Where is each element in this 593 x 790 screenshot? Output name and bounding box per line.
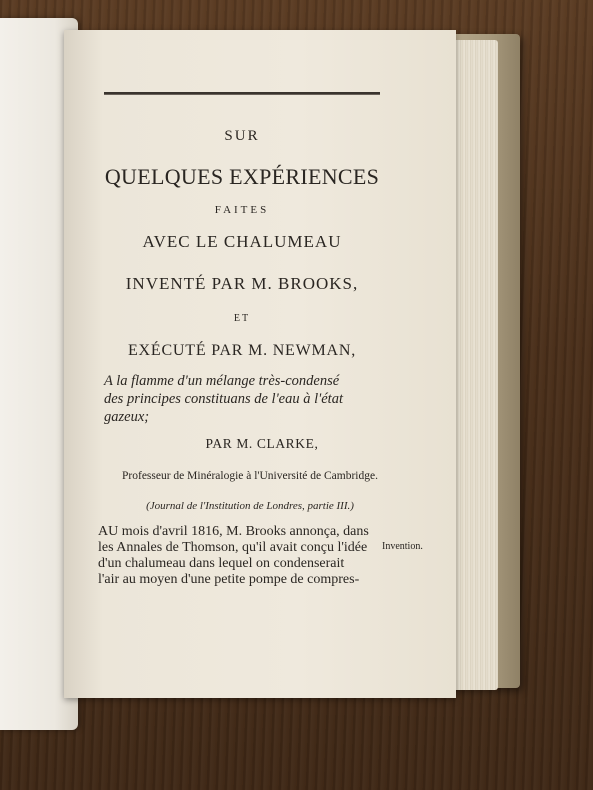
author-line: PAR M. CLARKE, [205,436,319,451]
title-line-main: QUELQUES EXPÉRIENCES [104,164,380,189]
body-line: les Annales de Thomson, qu'il avait conçu l'idée [98,540,368,555]
title-line-et: ET [233,313,251,324]
affiliation-line: Professeur de Minéralogie à l'Université de Cambridge. [122,470,378,482]
header-rule [104,92,380,95]
book-page [64,30,456,698]
body-paragraph [98,524,398,588]
source-line: (Journal de l'Institution de Londres, partie III.) [146,500,354,512]
subtitle-line: des principes constituans de l'eau à l'état [104,391,343,407]
body-line: AU mois d'avril 1816, M. Brooks annonça, dans [98,524,369,539]
subtitle-line: A la flamme d'un mélange très-condensé [104,373,340,389]
margin-note: Invention. [382,541,423,552]
title-line-faites: FAITES [214,204,270,216]
title-line-execute: EXÉCUTÉ PAR M. NEWMAN, [127,342,357,359]
title-line-invente: INVENTÉ PAR M. BROOKS, [125,274,359,293]
subtitle [104,372,390,426]
subtitle-line: gazeux; [104,409,150,425]
body-line: d'un chalumeau dans lequel on condenserait [98,556,345,571]
title-line-avec: AVEC LE CHALUMEAU [142,232,342,251]
title-line-sur: SUR [224,128,260,144]
body-line: l'air au moyen d'une petite pompe de compres- [98,572,360,587]
